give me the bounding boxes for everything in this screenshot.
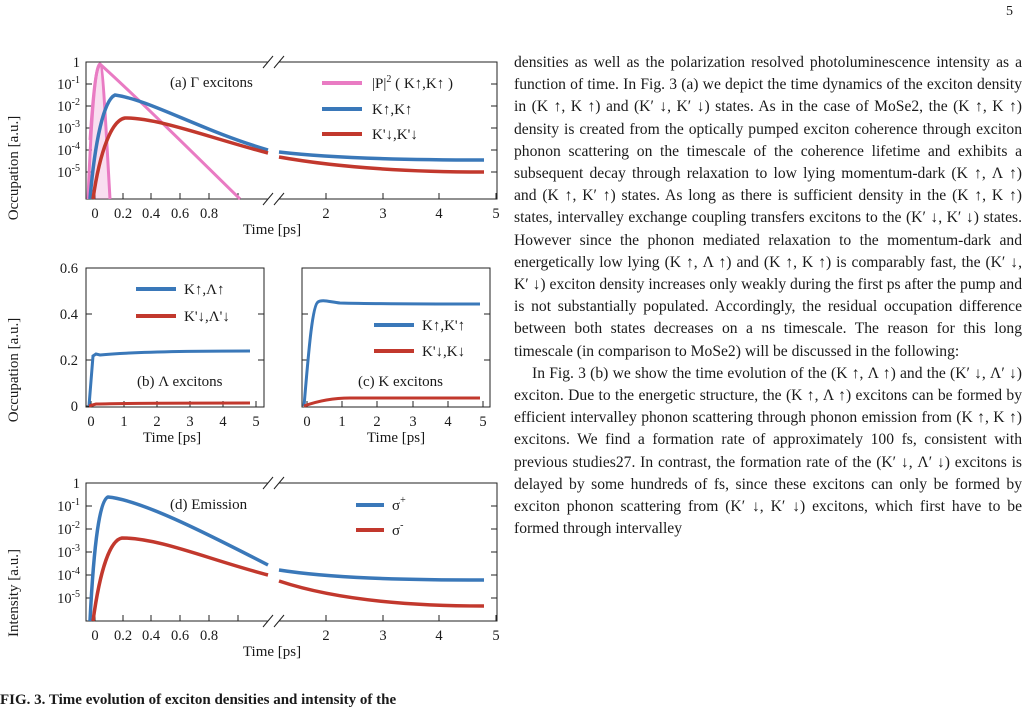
panel-d-ytick-0: 1 bbox=[72, 476, 80, 492]
panel-b-ytick-0: 0 bbox=[70, 399, 78, 415]
panel-d-xtick-2: 0.4 bbox=[141, 628, 161, 644]
panel-a-xtick-3: 0.6 bbox=[170, 206, 190, 222]
panel-c-legend bbox=[374, 318, 465, 360]
panel-a-ylabel: Occupation [a.u.] bbox=[6, 115, 22, 221]
paragraph-2: In Fig. 3 (b) we show the time evolution of the (K ↑, Λ ↑) and the (K′ ↓, Λ′ ↓) exciton. Due to the energetic structure, the (K ↑, Λ ↑) excitons can be formed by efficient intervalley phonon scattering through phonon emission from (K ↑, K ↑) excitons. We find a formation rate of approximately 100 fs, consistent with previous studies27. In contrast, the formation rate of the (K′ ↓, Λ′ ↓) excitons is delayed by some hundreds of fs, since these excitons can only be formed by exciton phonon scattering from (K′ ↓, K′ ↓) excitons, which first have to be formed through intervalley bbox=[514, 364, 1022, 538]
panel-a-legend-kdown: K'↓,K'↓ bbox=[372, 127, 418, 143]
panel-d-ytick-1: $10^{-1}$ bbox=[57, 497, 80, 515]
panel-b-curve-klam-down bbox=[89, 403, 250, 406]
panel-a bbox=[6, 55, 500, 238]
panel-a-xtick-7: 4 bbox=[435, 206, 443, 222]
panel-d-curve-sigma-plus bbox=[90, 497, 268, 621]
panel-c-legend-up: K↑,K'↑ bbox=[422, 318, 466, 334]
panel-c bbox=[302, 268, 490, 446]
panel-a-xtick-2: 0.4 bbox=[141, 206, 161, 222]
panel-a-xtick-8: 5 bbox=[492, 206, 500, 222]
panel-a-ytick-0: 1 bbox=[72, 55, 80, 71]
panel-c-label: (c) K excitons bbox=[358, 374, 443, 390]
panel-a-xtick-1: 0.2 bbox=[113, 206, 133, 222]
panel-a-x-ticks bbox=[91, 193, 499, 222]
panel-b-xtick-0: 0 bbox=[87, 414, 95, 430]
page-number: 5 bbox=[1006, 4, 1013, 19]
panel-d-ytick-3: $10^{-3}$ bbox=[57, 543, 80, 561]
panel-d-label: (d) Emission bbox=[170, 497, 248, 513]
panel-d-x-ticks bbox=[91, 615, 499, 644]
panel-d-xlabel: Time [ps] bbox=[242, 644, 302, 660]
panel-d-xtick-5: 2 bbox=[322, 628, 330, 644]
panel-c-xtick-2: 2 bbox=[373, 414, 381, 430]
figure-3 bbox=[0, 40, 505, 714]
panel-d-xtick-1: 0.2 bbox=[113, 628, 133, 644]
panel-b-ytick-2: 0.4 bbox=[59, 307, 78, 323]
panel-a-xtick-0: 0 bbox=[91, 206, 99, 222]
panel-d-legend-sigma-plus: σ+ bbox=[392, 495, 406, 514]
panel-a-curve-kdown bbox=[93, 118, 268, 199]
panel-a-legend-kup: K↑,K↑ bbox=[372, 102, 413, 118]
panel-b-xtick-5: 5 bbox=[252, 414, 260, 430]
panel-c-curve-kk-down bbox=[304, 398, 480, 406]
paragraph-1: densities as well as the polarization resolved photoluminescence intensity as a function of time. In Fig. 3 (a) we depict the time dynamics of the exciton density in (K ↑, K ↑) and (K′ ↓, K′ ↓) states. As in the case of MoSe2, the (K ↑, K ↑) density is created from the optically pumped exciton coherence through exciton phonon scattering on the timescale of the coherence lifetime and exhibits a subsequent decay through relaxation to low lying momentum-dark (K ↑, Λ ↑) and (K ↑, K′ ↑) states. As long as there is sufficient density in the (K ↑, K ↑) states, intervalley exchange coupling transfers excitons to the (K′ ↓, K′ ↓) states. However since the phonon mediated relaxation to the momentum-dark and energetically low lying (K ↑, Λ ↑) and (K ↑, K ↑) is comparably fast, the (K′ ↓, K′ ↓) exciton density increases only weakly during the first ps after the pump and is not substantially populated. Accordingly, the residual occupation difference between both states decreases on a ns timescale. The reason for this long timescale (in comparison to MoSe2) will be discussed in the following: bbox=[514, 54, 1022, 360]
panel-c-x-ticks bbox=[303, 401, 486, 430]
panel-d-xtick-7: 4 bbox=[435, 628, 443, 644]
panel-b-xtick-3: 3 bbox=[186, 414, 194, 430]
panel-b-ytick-1: 0.2 bbox=[59, 353, 78, 369]
panel-c-xtick-0: 0 bbox=[303, 414, 311, 430]
panel-d-y-ticks bbox=[57, 476, 497, 607]
panel-b-xtick-4: 4 bbox=[219, 414, 227, 430]
panel-a-legend-coherence: $|P|^2$ ( K↑,K↑ ) bbox=[372, 74, 454, 92]
panel-b-ytick-3: 0.6 bbox=[59, 261, 78, 277]
panel-c-xtick-3: 3 bbox=[409, 414, 417, 430]
panel-b-xlabel: Time [ps] bbox=[142, 430, 202, 446]
panel-b bbox=[6, 261, 264, 446]
panel-c-xtick-4: 4 bbox=[444, 414, 452, 430]
panel-c-legend-down: K'↓,K↓ bbox=[422, 344, 466, 360]
panel-d-ytick-2: $10^{-2}$ bbox=[57, 520, 80, 538]
panel-d-ytick-5: $10^{-5}$ bbox=[57, 589, 80, 607]
panel-c-xlabel: Time [ps] bbox=[366, 430, 426, 446]
panel-a-xtick-4: 0.8 bbox=[199, 206, 219, 222]
panel-a-label: (a) Γ excitons bbox=[170, 75, 253, 91]
panel-d-ylabel: Intensity [a.u.] bbox=[6, 549, 22, 637]
panel-d-xtick-8: 5 bbox=[492, 628, 500, 644]
panel-a-xtick-6: 3 bbox=[379, 206, 387, 222]
panel-d-legend bbox=[356, 495, 406, 539]
panel-a-ytick-2: $10^{-2}$ bbox=[57, 97, 80, 115]
panel-c-xtick-1: 1 bbox=[338, 414, 346, 430]
figure-caption: FIG. 3. Time evolution of exciton densities and intensity of the bbox=[0, 692, 397, 708]
panel-a-ytick-1: $10^{-1}$ bbox=[57, 75, 80, 93]
panel-a-ytick-5: $10^{-5}$ bbox=[57, 163, 80, 181]
body-text-column bbox=[514, 52, 1022, 540]
panel-a-xlabel: Time [ps] bbox=[242, 222, 302, 238]
panel-b-x-ticks bbox=[87, 401, 259, 430]
panel-a-xtick-5: 2 bbox=[322, 206, 330, 222]
panel-d-xtick-6: 3 bbox=[379, 628, 387, 644]
panel-a-ytick-4: $10^{-4}$ bbox=[57, 141, 80, 159]
panel-a-ytick-3: $10^{-3}$ bbox=[57, 119, 80, 137]
panel-d-xtick-3: 0.6 bbox=[170, 628, 190, 644]
panel-d-xtick-0: 0 bbox=[91, 628, 99, 644]
panel-b-legend bbox=[136, 282, 230, 325]
panel-b-legend-up: K↑,Λ↑ bbox=[184, 282, 225, 298]
panel-b-xtick-2: 2 bbox=[153, 414, 161, 430]
panel-c-xtick-5: 5 bbox=[479, 414, 487, 430]
panel-d-ytick-4: $10^{-4}$ bbox=[57, 566, 80, 584]
panel-d-legend-sigma-minus: σ- bbox=[392, 520, 404, 539]
panel-b-xtick-1: 1 bbox=[120, 414, 128, 430]
panel-b-label: (b) Λ excitons bbox=[137, 374, 223, 390]
panel-b-legend-down: K'↓,Λ'↓ bbox=[184, 309, 230, 325]
panel-a-legend bbox=[322, 74, 453, 143]
panel-d-xtick-4: 0.8 bbox=[199, 628, 219, 644]
panel-d bbox=[6, 476, 500, 660]
panel-b-ylabel: Occupation [a.u.] bbox=[6, 317, 22, 423]
